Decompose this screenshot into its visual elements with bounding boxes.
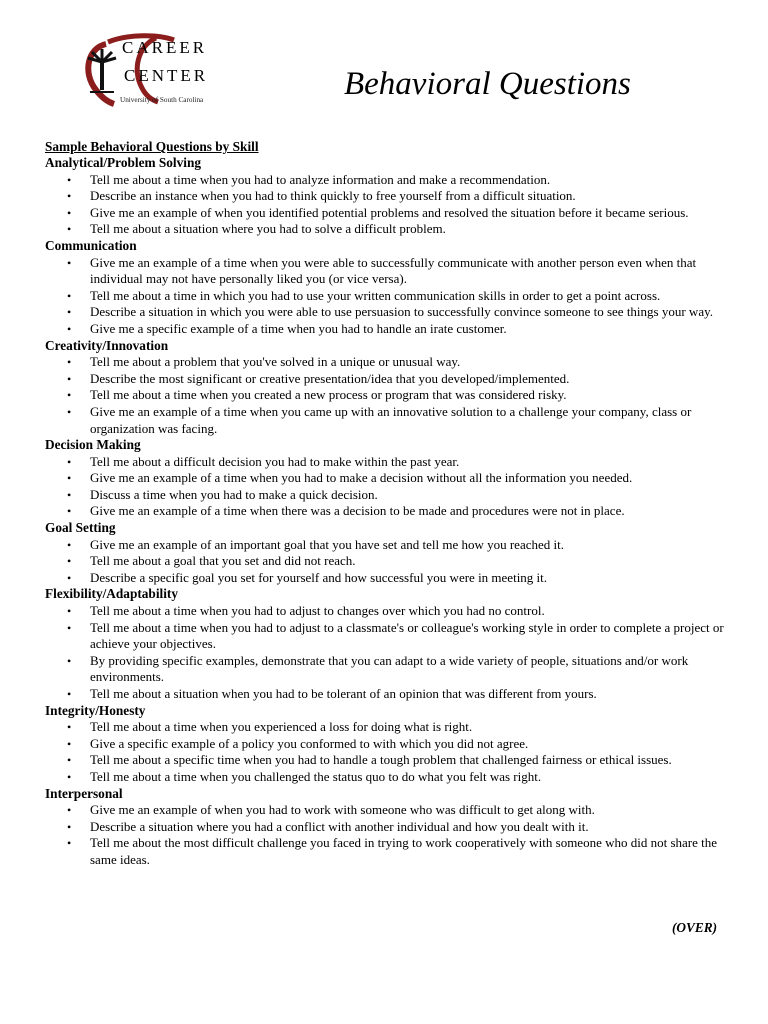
bullet-icon: • — [67, 172, 72, 187]
list-item — [45, 188, 725, 205]
list-item-text: Tell me about a time when you had to analyze information and make a recommendation. — [90, 171, 551, 187]
career-center-logo — [78, 32, 238, 112]
bullet-icon: • — [67, 604, 72, 619]
bullet-icon: • — [67, 388, 72, 403]
category-interpersonal — [45, 786, 725, 869]
bullet-icon: • — [67, 454, 72, 469]
list-item — [45, 205, 725, 222]
list-item-text: Tell me about a situation where you had to solve a difficult problem. — [90, 221, 446, 237]
bullet-icon: • — [67, 371, 72, 386]
bullet-icon: • — [67, 836, 72, 851]
list-item-text: Give me an example of when you identified potential problems and resolved the situation before it became serious. — [90, 204, 689, 220]
bullet-icon: • — [67, 205, 72, 220]
bullet-icon: • — [67, 321, 72, 336]
category-creativity — [45, 338, 725, 438]
bullet-icon: • — [67, 305, 72, 320]
questions-content — [45, 138, 725, 869]
list-item-text: Tell me about a goal that you set and did not reach. — [90, 553, 356, 569]
list-item — [45, 819, 725, 836]
list-item — [45, 172, 725, 189]
list-item — [45, 719, 725, 736]
list-item — [45, 736, 725, 753]
bullet-icon: • — [67, 653, 72, 668]
list-item-text: Give me a specific example of a time when you had to handle an irate customer. — [90, 320, 507, 336]
list-item — [45, 404, 725, 437]
list-item-text: Describe a situation where you had a conflict with another individual and how you dealt with it. — [90, 818, 589, 834]
bullet-icon: • — [67, 753, 72, 768]
section-heading: Sample Behavioral Questions by Skill — [45, 139, 259, 154]
list-item — [45, 802, 725, 819]
bullet-icon: • — [67, 471, 72, 486]
category-analytical — [45, 155, 725, 238]
list-item — [45, 653, 725, 686]
list-item — [45, 354, 725, 371]
list-item-text: Tell me about a time when you challenged the status quo to do what you felt was right. — [90, 768, 542, 784]
bullet-icon: • — [67, 255, 72, 270]
list-item — [45, 570, 725, 587]
list-item — [45, 752, 725, 769]
list-item-text: Tell me about a difficult decision you had to make within the past year. — [90, 453, 460, 469]
list-item-text: By providing specific examples, demonstrate that you can adapt to a wide variety of people, situations and/or work environments. — [90, 652, 689, 685]
list-item-text: Describe a situation in which you were able to use persuasion to successfully convince someone to see things your way. — [90, 304, 713, 320]
list-item — [45, 288, 725, 305]
list-item — [45, 454, 725, 471]
list-item — [45, 487, 725, 504]
list-item — [45, 835, 725, 868]
list-item — [45, 503, 725, 520]
list-item-text: Give me an example of a time when there was a decision to be made and procedures were not in place. — [90, 503, 625, 519]
logo-word-center: CENTER — [124, 66, 209, 85]
list-item — [45, 470, 725, 487]
list-item-text: Tell me about a time when you experienced a loss for doing what is right. — [90, 719, 473, 735]
bullet-icon: • — [67, 736, 72, 751]
list-item — [45, 769, 725, 786]
list-item-text: Describe a specific goal you set for yourself and how successful you were in meeting it. — [90, 569, 548, 585]
category-goal-setting — [45, 520, 725, 586]
category-integrity — [45, 703, 725, 786]
bullet-icon: • — [67, 570, 72, 585]
list-item — [45, 553, 725, 570]
over-note: (OVER) — [672, 920, 718, 935]
list-item-text: Tell me about a situation when you had to be tolerant of an opinion that was different from yours. — [90, 686, 597, 701]
list-item-text: Discuss a time when you had to make a quick decision. — [90, 486, 378, 502]
category-title: Creativity/Innovation — [45, 337, 169, 353]
category-title: Goal Setting — [45, 520, 116, 536]
bullet-icon: • — [67, 620, 72, 635]
bullet-icon: • — [67, 504, 72, 519]
list-item-text: Tell me about the most difficult challenge you faced in trying to work cooperatively with someone who did not share the same ideas. — [90, 835, 718, 867]
category-flexibility — [45, 586, 725, 702]
bullet-icon: • — [67, 355, 72, 370]
list-item — [45, 537, 725, 554]
list-item-text: Give me an example of an important goal that you have set and tell me how you reached it. — [90, 536, 564, 552]
list-item — [45, 321, 725, 338]
list-item-text: Tell me about a time when you created a new process or program that was considered risky. — [90, 387, 567, 403]
bullet-icon: • — [67, 189, 72, 204]
list-item — [45, 371, 725, 388]
list-item-text: Tell me about a problem that you've solved in a unique or unusual way. — [90, 354, 461, 370]
category-title: Interpersonal — [45, 785, 123, 801]
list-item — [45, 387, 725, 404]
list-item-text: Describe an instance when you had to think quickly to free yourself from a difficult situation. — [90, 188, 576, 204]
list-item-text: Give me an example of when you had to work with someone who was difficult to get along with. — [90, 802, 595, 818]
bullet-icon: • — [67, 537, 72, 552]
list-item-text: Give me an example of a time when you came up with an innovative solution to a challenge your company, class or organization was facing. — [90, 403, 692, 436]
bullet-icon: • — [67, 288, 72, 303]
category-decision-making — [45, 437, 725, 520]
category-title: Integrity/Honesty — [45, 702, 146, 718]
list-item-text: Give me an example of a time when you were able to successfully communicate with another person even when that individual may not have personally liked you (or vice versa). — [90, 254, 697, 287]
category-title: Flexibility/Adaptability — [45, 586, 178, 602]
list-item — [45, 620, 725, 653]
bullet-icon: • — [67, 803, 72, 818]
list-item-text: Give a specific example of a policy you conformed to with which you did not agree. — [90, 735, 529, 751]
category-title: Decision Making — [45, 437, 141, 453]
bullet-icon: • — [67, 222, 72, 237]
category-title: Communication — [45, 237, 137, 253]
list-item — [45, 221, 725, 238]
list-item-text: Tell me about a specific time when you had to handle a tough problem that challenged fairness or ethical issues. — [90, 752, 672, 768]
category-communication — [45, 238, 725, 338]
page-title: Behavioral Questions — [344, 66, 631, 102]
bullet-icon: • — [67, 720, 72, 735]
list-item — [45, 603, 725, 620]
category-title: Analytical/Problem Solving — [45, 155, 201, 170]
bullet-icon: • — [67, 554, 72, 569]
bullet-icon: • — [67, 819, 72, 834]
logo-word-career: CAREER — [122, 38, 208, 57]
bullet-icon: • — [67, 487, 72, 502]
list-item-text: Tell me about a time in which you had to use your written communication skills in order to get a point across. — [90, 287, 661, 303]
list-item — [45, 686, 725, 703]
bullet-icon: • — [67, 769, 72, 784]
list-item-text: Describe the most significant or creative presentation/idea that you developed/implemented. — [90, 370, 570, 386]
bullet-icon: • — [67, 687, 72, 701]
list-item-text: Give me an example of a time when you had to make a decision without all the information you needed. — [90, 470, 633, 486]
list-item — [45, 304, 725, 321]
list-item — [45, 255, 725, 288]
list-item-text: Tell me about a time when you had to adjust to changes over which you had no control. — [90, 603, 545, 619]
list-item-text: Tell me about a time when you had to adjust to a classmate's or colleague's working style in order to complete a project or achieve your objectives. — [90, 619, 724, 652]
bullet-icon: • — [67, 404, 72, 419]
logo-subtitle: University of South Carolina — [120, 96, 204, 104]
